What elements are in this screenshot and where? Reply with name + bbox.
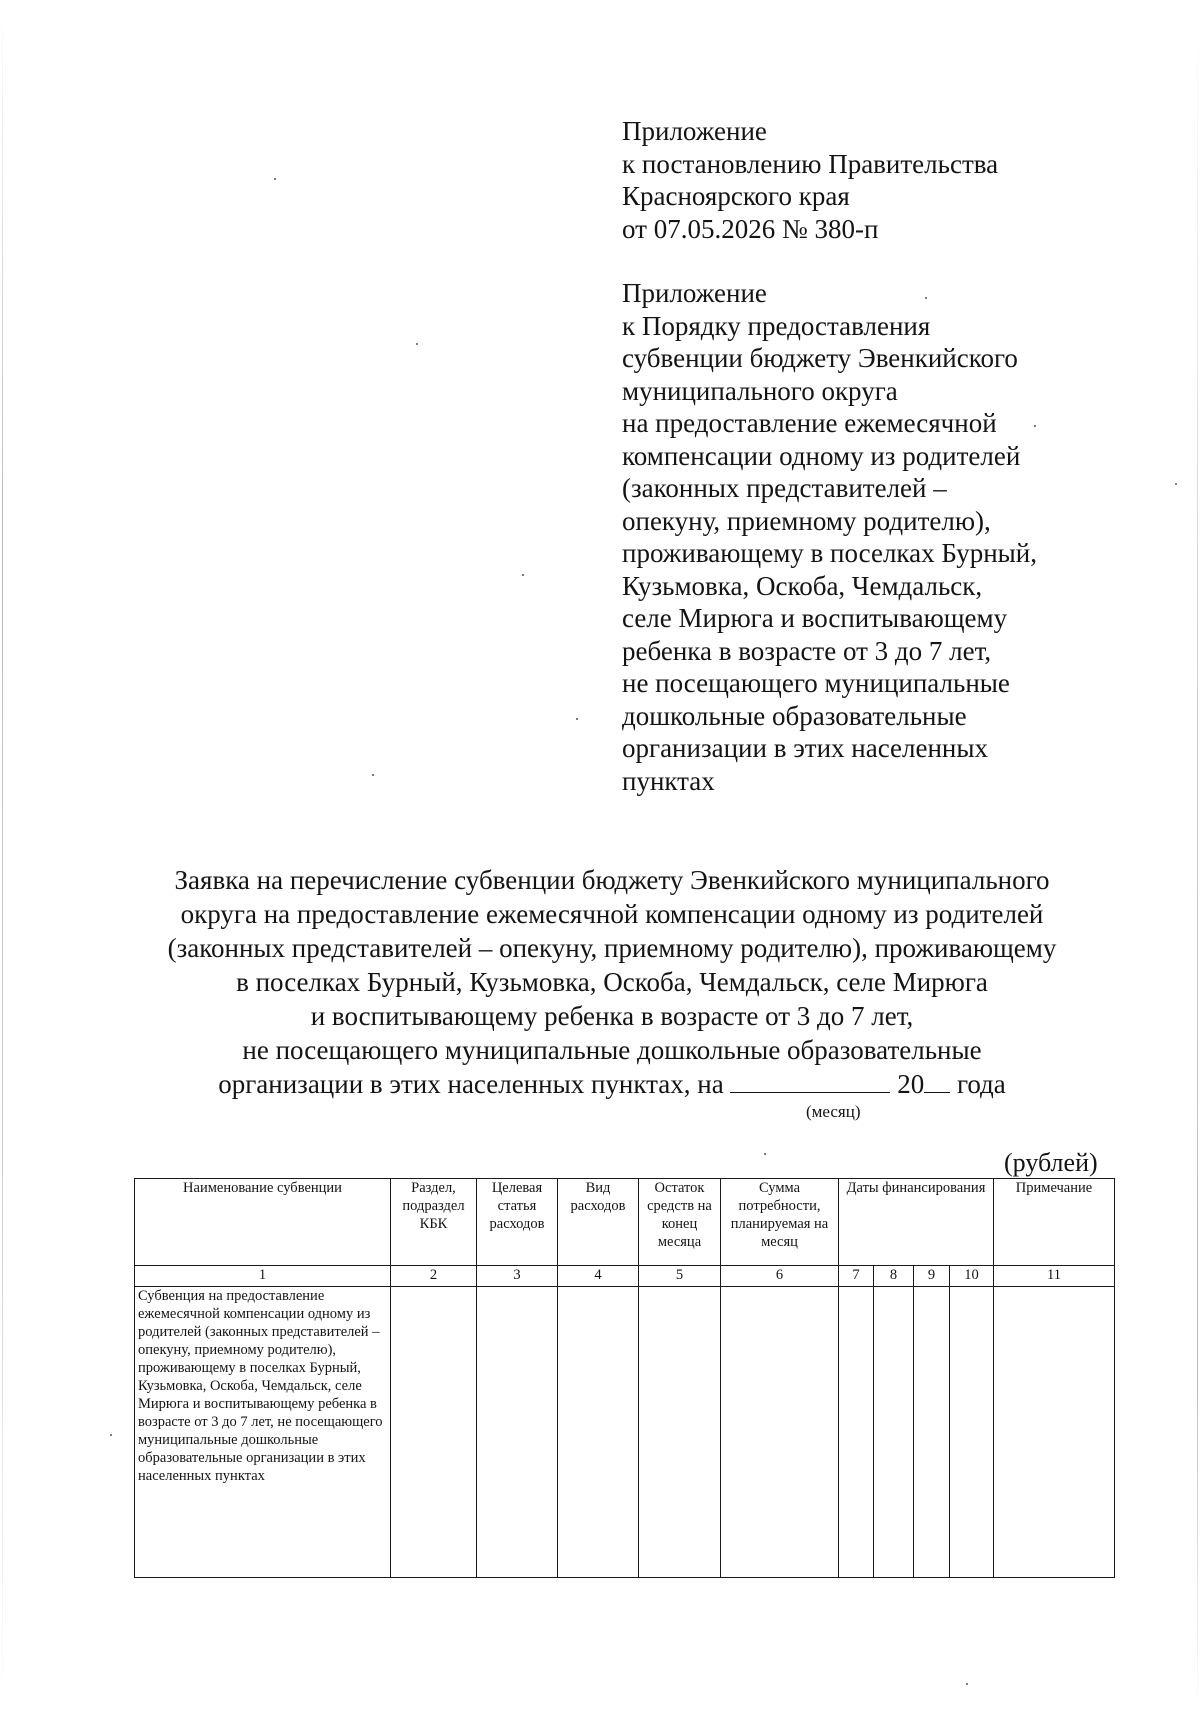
scan-speck	[576, 718, 578, 720]
scan-speck	[274, 178, 276, 180]
title-line: округа на предоставление ежемесячной компенсации одному из родителей	[180, 899, 1044, 929]
header-cell: Целевая статья расходов	[477, 1179, 558, 1266]
kbk-cell[interactable]	[391, 1287, 477, 1578]
column-number: 6	[721, 1266, 839, 1287]
appendix-2-line: Приложение	[622, 278, 767, 308]
column-number: 5	[639, 1266, 721, 1287]
appendix-2-line: проживающему в поселках Бурный,	[622, 538, 1037, 568]
date-cell-9[interactable]	[914, 1287, 950, 1578]
title-line: не посещающего муниципальные дошкольные образовательные	[242, 1035, 982, 1065]
date-cell-7[interactable]	[839, 1287, 874, 1578]
appendix-2-line: селе Мирюга и воспитывающему	[622, 603, 1008, 633]
year-prefix: 20	[897, 1069, 925, 1099]
month-hint: (месяц)	[806, 1102, 861, 1121]
column-number: 2	[391, 1266, 477, 1287]
column-number: 3	[477, 1266, 558, 1287]
appendix-1-line: Красноярского края	[622, 181, 850, 211]
scan-speck	[764, 1153, 766, 1155]
month-blank[interactable]	[730, 1070, 890, 1093]
appendix-2-line: дошкольные образовательные	[622, 700, 967, 731]
scan-edge-right	[1197, 0, 1198, 1715]
scan-speck	[1175, 483, 1177, 485]
table-header-row	[135, 1179, 1115, 1266]
header-cell: Примечание	[994, 1179, 1115, 1266]
title-last-line	[120, 1067, 1104, 1101]
appendix-2-line: ребенка в возрасте от 3 до 7 лет,	[622, 635, 992, 666]
header-cell: Раздел, подраздел КБК	[391, 1179, 477, 1266]
note-cell[interactable]	[994, 1287, 1115, 1578]
balance-cell[interactable]	[639, 1287, 721, 1578]
request-table	[134, 1178, 1115, 1578]
appendix-2-line: к Порядку предоставления	[622, 310, 931, 341]
scan-speck	[110, 1434, 112, 1436]
title-line: (законных представителей – опекуну, приемному родителю), проживающему	[167, 933, 1057, 963]
column-number: 9	[914, 1266, 950, 1287]
scan-speck	[522, 574, 524, 576]
year-blank[interactable]	[924, 1070, 950, 1093]
appendix-2-line: не посещающего муниципальные	[622, 668, 1010, 698]
appendix-1-line: к постановлению Правительства	[622, 148, 999, 179]
appendix-2-line: организации в этих населенных	[622, 733, 989, 763]
year-suffix: года	[956, 1069, 1006, 1099]
column-number: 10	[950, 1266, 994, 1287]
column-number: 1	[135, 1266, 391, 1287]
appendix-2-line: субвенции бюджету Эвенкийского	[622, 343, 1018, 373]
title-line: Заявка на перечисление субвенции бюджету Эвенкийского муниципального	[174, 865, 1050, 895]
date-cell-10[interactable]	[950, 1287, 994, 1578]
header-cell: Сумма потребности, планируемая на месяц	[721, 1179, 839, 1266]
appendix-header	[622, 115, 1037, 797]
header-cell: Остаток средств на конец месяца	[639, 1179, 721, 1266]
scan-speck	[416, 343, 418, 345]
column-number: 7	[839, 1266, 874, 1287]
column-number-row	[135, 1266, 1115, 1287]
header-cell: Вид расходов	[558, 1179, 639, 1266]
appendix-1-line: от 07.05.2026 № 380-п	[622, 213, 879, 244]
scan-speck	[372, 774, 374, 776]
expense-type-cell[interactable]	[558, 1287, 639, 1578]
appendix-2-line: Кузьмовка, Оскоба, Чемдальск,	[622, 570, 983, 601]
subvention-name-cell: Субвенция на предоставление ежемесячной компенсации одному из родителей (законных представителей – опекуну, приемному родителю), проживающему в поселках Бурный, Кузьмовка, Оскоба, Чемдальск, селе Мирюга и воспитывающему ребенка в возрасте от 3 до 7 лет, не посещающего муниципальные дошкольные образовательные организации в этих населенных пунктах	[135, 1287, 391, 1578]
appendix-1-line: Приложение	[622, 116, 767, 146]
title-line: в поселках Бурный, Кузьмовка, Оскоба, Чемдальск, селе Мирюга	[236, 967, 988, 997]
header-cell-dates: Даты финансирования	[839, 1179, 994, 1266]
table-row	[135, 1287, 1115, 1578]
scan-speck	[966, 1683, 968, 1685]
appendix-2-line: опекуну, приемному родителю),	[622, 505, 991, 536]
column-number: 8	[874, 1266, 914, 1287]
target-article-cell[interactable]	[477, 1287, 558, 1578]
column-number: 4	[558, 1266, 639, 1287]
date-cell-8[interactable]	[874, 1287, 914, 1578]
units-label: (рублей)	[1004, 1148, 1098, 1177]
monthly-need-cell[interactable]	[721, 1287, 839, 1578]
title-line: и воспитывающему ребенка в возрасте от 3 до 7 лет,	[310, 1001, 914, 1031]
scan-speck	[1034, 425, 1036, 427]
request-title	[120, 863, 1104, 1101]
appendix-2-line: муниципального округа	[622, 375, 898, 406]
appendix-2-line: пунктах	[622, 765, 715, 796]
header-cell: Наименование субвенции	[135, 1179, 391, 1266]
scan-speck	[925, 297, 927, 299]
column-number: 11	[994, 1266, 1115, 1287]
appendix-2-line: на предоставление ежемесячной	[622, 408, 997, 438]
scan-edge-left	[2, 0, 3, 1715]
appendix-2-line: (законных представителей –	[622, 473, 947, 503]
title-last-line-text: организации в этих населенных пунктах, на	[218, 1069, 724, 1099]
appendix-2-line: компенсации одному из родителей	[622, 440, 1021, 471]
